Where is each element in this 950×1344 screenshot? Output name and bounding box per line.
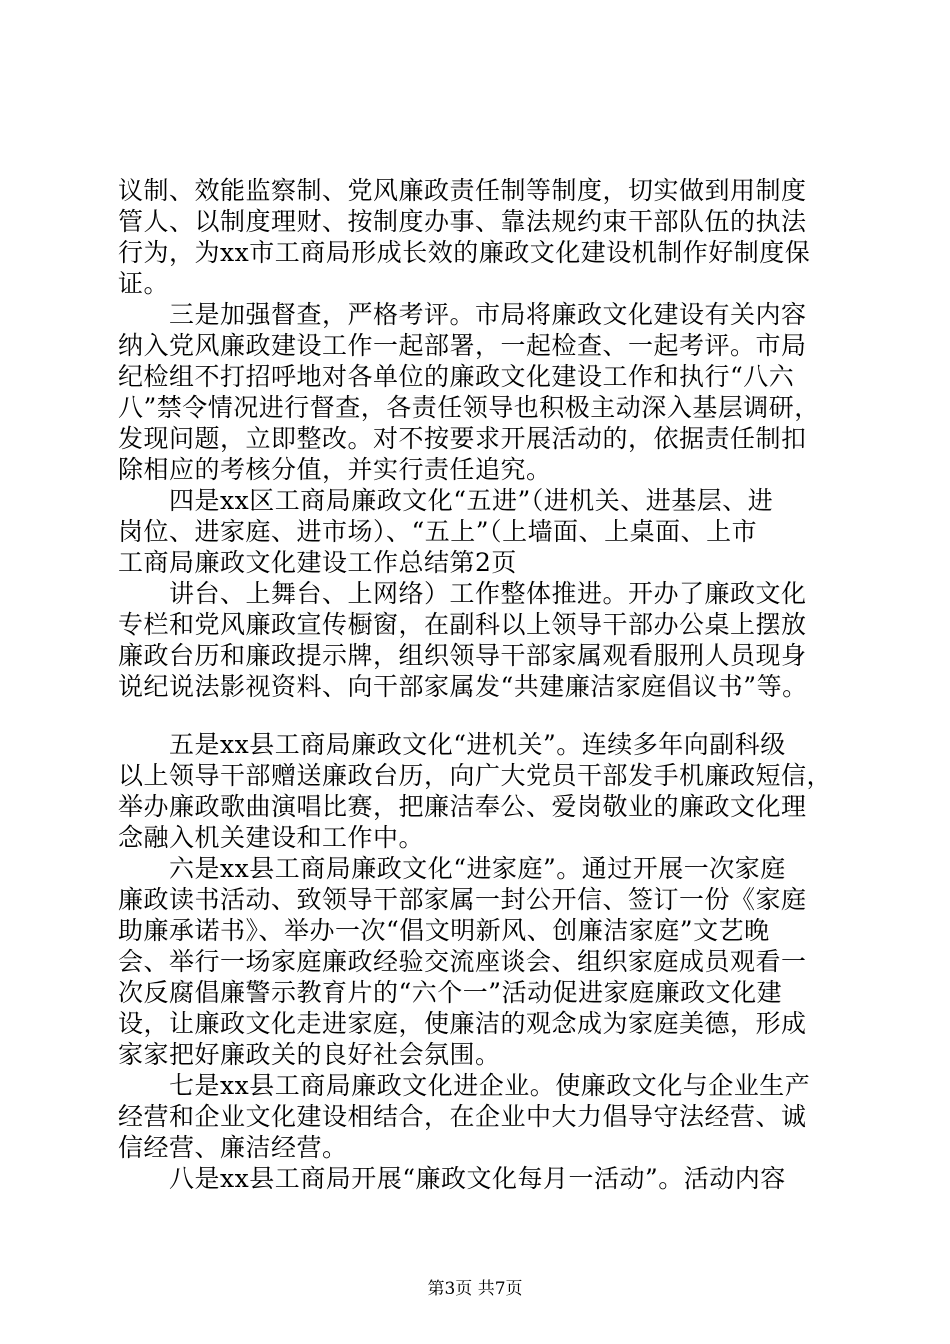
body-text-line: 会、举行一场家庭廉政经验交流座谈会、组织家庭成员观看一 [118, 947, 807, 976]
body-text-line: 五是xx县工商局廉政文化“进机关”。连续多年向副科级 [118, 730, 786, 759]
body-text-line: 发现问题，立即整改。对不按要求开展活动的，依据责任制扣 [118, 424, 807, 453]
body-text-line: 议制、效能监察制、党风廉政责任制等制度，切实做到用制度 [118, 176, 807, 205]
body-text-line: 岗位、进家庭、进市场）、“五上”（上墙面、上桌面、上市 [118, 517, 758, 546]
body-text-line: 行为，为xx市工商局形成长效的廉政文化建设机制作好制度保 [118, 238, 811, 267]
body-text-line: 证。 [118, 269, 170, 298]
body-text-line: 说纪说法影视资料、向干部家属发“共建廉洁家庭倡议书”等。 [118, 672, 808, 701]
body-text-line: 除相应的考核分值，并实行责任追究。 [118, 455, 552, 484]
body-text-line: 举办廉政歌曲演唱比赛，把廉洁奉公、爱岗敬业的廉政文化理 [118, 792, 807, 821]
body-text-line: 廉政台历和廉政提示牌，组织领导干部家属观看服刑人员现身 [118, 641, 807, 670]
body-text-line: 经营和企业文化建设相结合，在企业中大力倡导守法经营、诚 [118, 1102, 807, 1131]
body-text-line: 纳入党风廉政建设工作一起部署，一起检查、一起考评。市局 [118, 331, 807, 360]
body-text-line: 六是xx县工商局廉政文化“进家庭”。通过开展一次家庭 [118, 854, 786, 883]
body-text-line: 廉政读书活动、致领导干部家属一封公开信、签订一份《家庭 [118, 885, 807, 914]
body-text-line: 三是加强督查，严格考评。市局将廉政文化建设有关内容 [118, 300, 807, 329]
page-break-header: 工商局廉政文化建设工作总结第2页 [118, 548, 517, 577]
body-text-line: 家家把好廉政关的良好社会氛围。 [118, 1040, 501, 1069]
body-text-line: 以上领导干部赠送廉政台历，向广大党员干部发手机廉政短信， [118, 761, 833, 790]
body-text-line: 七是xx县工商局廉政文化进企业。使廉政文化与企业生产 [118, 1071, 811, 1100]
body-text-line: 念融入机关建设和工作中。 [118, 823, 425, 852]
body-text-line: 讲台、上舞台、上网络）工作整体推进。开办了廉政文化 [118, 579, 807, 608]
body-text-line: 设，让廉政文化走进家庭，使廉洁的观念成为家庭美德，形成 [118, 1009, 807, 1038]
body-text-line: 次反腐倡廉警示教育片的“六个一”活动促进家庭廉政文化建 [118, 978, 783, 1007]
body-text-line: 四是xx区工商局廉政文化“五进”（进机关、进基层、进 [118, 486, 774, 515]
body-text-line: 管人、以制度理财、按制度办事、靠法规约束干部队伍的执法 [118, 207, 807, 236]
body-text-line: 八是xx县工商局开展“廉政文化每月一活动”。活动内容 [118, 1164, 786, 1193]
body-text-line: 专栏和党风廉政宣传橱窗，在副科以上领导干部办公桌上摆放 [118, 610, 807, 639]
body-text-line: 助廉承诺书》、举办一次“倡文明新风、创廉洁家庭”文艺晚 [118, 916, 770, 945]
body-text-line: 纪检组不打招呼地对各单位的廉政文化建设工作和执行“八六 [118, 362, 795, 391]
body-text-line: 八”禁令情况进行督查，各责任领导也积极主动深入基层调研， [118, 393, 820, 422]
body-text-line: 信经营、廉洁经营。 [118, 1133, 348, 1162]
page-number-footer: 第3页 共7页 [427, 1279, 523, 1299]
